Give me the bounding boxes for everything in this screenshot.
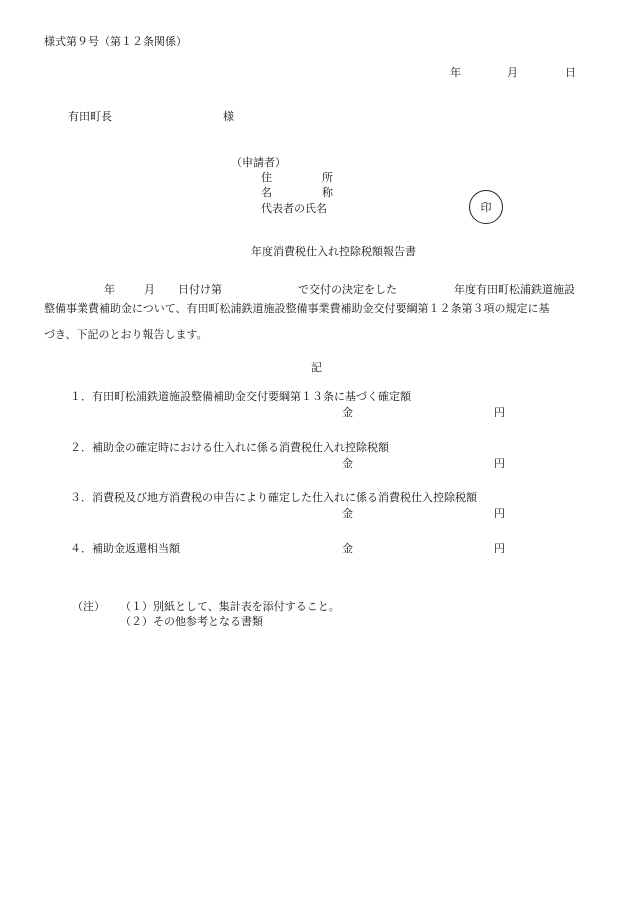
- date-month-label: 月: [507, 66, 518, 79]
- item-2-yen: 円: [494, 457, 505, 470]
- body-line-2: 整備事業費補助金について、有田町松浦鉄道施設整備事業費補助金交付要綱第１２条第３項の規定に基: [44, 302, 550, 315]
- report-body-paragraph: [44, 270, 592, 348]
- applicant-representative-label: 代表者の氏名: [261, 202, 327, 215]
- notes-label: （注）: [72, 600, 105, 613]
- body-year-label: 年: [104, 283, 115, 296]
- addressee-honorific: 様: [223, 110, 234, 123]
- item-4-kin: 金: [342, 542, 353, 555]
- ki-heading: 記: [311, 361, 322, 374]
- body-date-number-label: 日付け第: [178, 283, 222, 296]
- item-2-label: ２．補助金の確定時における仕入れに係る消費税仕入れ控除税額: [70, 441, 389, 454]
- item-2-kin: 金: [342, 457, 353, 470]
- document-title: 年度消費税仕入れ控除税額報告書: [251, 245, 416, 258]
- applicant-address-label-b: 所: [322, 171, 333, 184]
- note-2: （２）その他参考となる書類: [120, 615, 263, 628]
- form-number: 様式第９号（第１２条関係）: [44, 35, 187, 48]
- seal-label: 印: [480, 200, 492, 214]
- item-4-label: ４．補助金返還相当額: [70, 542, 180, 555]
- item-1-yen: 円: [494, 406, 505, 419]
- body-month-label: 月: [144, 283, 155, 296]
- note-1: （１）別紙として、集計表を添付すること。: [120, 600, 340, 613]
- body-decision-text: で交付の決定をした: [298, 283, 397, 296]
- item-3-kin: 金: [342, 507, 353, 520]
- applicant-name-label-a: 名: [261, 186, 272, 199]
- item-3-label: ３．消費税及び地方消費税の申告により確定した仕入れに係る消費税仕入控除税額: [70, 491, 477, 504]
- date-year-label: 年: [450, 66, 461, 79]
- seal-stamp-circle: [469, 190, 503, 224]
- item-3-yen: 円: [494, 507, 505, 520]
- item-1-label: １．有田町松浦鉄道施設整備補助金交付要綱第１３条に基づく確定額: [70, 390, 411, 403]
- applicant-name-label-b: 称: [322, 186, 333, 199]
- item-1-kin: 金: [342, 406, 353, 419]
- body-line-3: づき、下記のとおり報告します。: [44, 328, 208, 341]
- date-day-label: 日: [565, 66, 576, 79]
- body-line-1: [44, 270, 592, 296]
- body-fiscal-year-text: 年度有田町松浦鉄道施設: [454, 283, 575, 296]
- applicant-heading: （申請者）: [231, 156, 286, 169]
- applicant-address-label-a: 住: [261, 171, 272, 184]
- addressee-name: 有田町長: [68, 110, 112, 123]
- item-4-yen: 円: [494, 542, 505, 555]
